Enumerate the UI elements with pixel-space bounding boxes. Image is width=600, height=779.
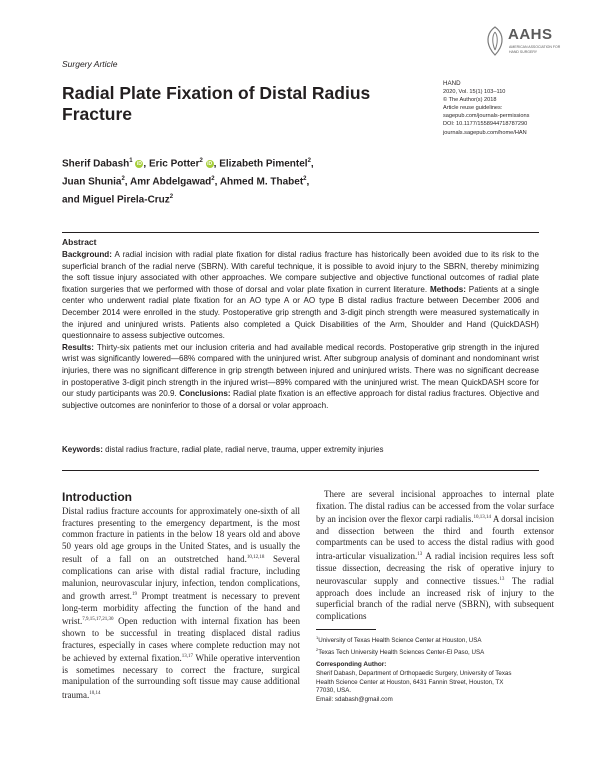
abstract-body (62, 249, 539, 411)
paragraph (316, 489, 554, 623)
abstract-methods: Patients at a single center who underwent radial plate fixation for an AO type A or AO type B distal radius fracture between December 2006 and December 2014 were enrolled in the study. Postoperative grip strength and 3-digit pinch strength were measured systematically in the injured and uninjured wrists. Patients also completed a Quick Disabilities of the Arm, Shoulder and Hand (QuickDASH) questionnaire to assess subjective outcomes. (62, 284, 540, 341)
abstract-background: A radial incision with radial plate fixation for distal radius fracture has historically been avoided due to its risk to the superficial branch of the radial nerve (SBRN). With careful technique, it is possible to avoid injury to the SBRN, thereby minimizing the soft tissue injury associated with other approaches. We compare subjective and objective functional outcomes of radial plate fixation surgeries that we performed with those of dorsal and volar plate fixation in current literature. (62, 250, 539, 294)
paragraph (62, 506, 300, 702)
journal-info (443, 80, 529, 137)
affiliation-number: 1 (316, 635, 319, 640)
logo-text: AAHS (508, 26, 553, 43)
author-affiliation: 2 (121, 175, 125, 182)
logo-subtitle: AMERICAN ASSOCIATION FOR HAND SURGERY (509, 45, 561, 54)
orcid-icon[interactable]: iD (136, 161, 142, 168)
citation[interactable]: 10,12,18 (246, 555, 265, 561)
affiliations (316, 634, 546, 657)
citation[interactable]: 13,17 (181, 654, 193, 660)
corresponding-line: Sherif Dabash, Department of Orthopaedic Surgery, University of Texas (316, 670, 512, 677)
author-name: and Miguel Pirela-Cruz (62, 193, 170, 205)
journal-line: DOI: 10.1177/1558944718787290 (443, 121, 528, 128)
affiliation-text: University of Texas Health Science Center at Houston, USA (318, 637, 482, 645)
abstract-results: Thirty-six patients met our inclusion criteria and had available medical records. Postoperative grip strength in the injured wrist was significantly lowered—68% compared with the uninjured wrist. After subgroup analysis of dominant and nondominant wrist injuries, there was no significant difference in grip strength between injured and uninjured wrists. There was no significant decrease in postoperative 3-digit pinch strength in the injured wrist—89% compared with the uninjured wrist. The mean QuickDASH score for our study participants was 20.9. (62, 342, 539, 399)
introduction-left-column (62, 506, 300, 702)
introduction-heading: Introduction (62, 490, 132, 504)
journal-line: HAND (443, 80, 461, 87)
journal-line[interactable]: journals.sagepub.com/home/HAN (443, 129, 527, 136)
author-name: Elizabeth Pimentel (219, 158, 308, 170)
author-affiliation: 2 (211, 175, 215, 182)
citation[interactable]: 10,14 (89, 690, 101, 696)
paragraph-text: Open reduction with internal fixation has been shown to be successful in treating displaced distal radius fractures, especially in cases where complete reduction may not be achieved by external fixation. (62, 616, 300, 664)
keywords (62, 445, 539, 454)
citation[interactable]: 13 (499, 577, 505, 583)
journal-line[interactable]: sagepub.com/journals-permissions (443, 113, 530, 120)
paragraph-text: There are several incisional approaches to internal plate fixation. The distal radius can be accessed from the volar surface by an incision over the flexor carpi radialis. (316, 489, 554, 525)
keywords-bottom-rule (62, 470, 539, 471)
abstract-top-rule (62, 232, 539, 233)
abstract-heading: Abstract (62, 237, 97, 247)
paragraph-text: While operative intervention is sometimes necessary to correct the fracture, surgical manipulation of the surrounding soft tissue may cause additional trauma. (62, 653, 300, 700)
abstract-conclusions: Radial plate fixation is an effective approach for distal radius fractures. Objective and subjective outcomes are noninferior to those of a dorsal or volar approach. (62, 389, 540, 410)
paragraph-text: Distal radius fracture accounts for approximately one-sixth of all fractures presenting to the emergency department, is the most common fracture in patients in the below 18 years old and above 50 years old age groups in the United States, and is usually the result of a fall on an outstretched hand. (62, 506, 300, 565)
affiliation-text: Texas Tech University Health Sciences Center-El Paso, USA (318, 648, 485, 656)
section-label: Surgery Article (62, 59, 118, 69)
author-affiliation: 1 (129, 158, 133, 164)
affiliation (316, 634, 546, 646)
aahs-logo-icon (484, 26, 506, 56)
author-affiliation: 2 (307, 158, 311, 164)
author-name: Amr Abdelgawad (129, 176, 212, 188)
footnote-rule (316, 629, 376, 630)
journal-line: Article reuse guidelines: (443, 105, 503, 112)
author-name: Juan Shunia (62, 176, 122, 188)
orcid-icon[interactable]: iD (207, 161, 213, 168)
citation[interactable]: 10,13,14 (473, 515, 492, 521)
journal-line: © The Author(s) 2018 (443, 97, 497, 104)
author-list: Sherif Dabash$^1$ iD , Eric Potter$^2$ iD , Elizabeth Pimentel$^2$, Juan Shunia$^2$, Amr Abdelgawad$^2$, Ahmed M. Thabet$^2$, and Miguel Pirela-Cruz$^2$ (62, 158, 314, 205)
abstract-methods-label: Methods: (429, 284, 466, 294)
author-name: Ahmed M. Thabet (219, 176, 304, 188)
paragraph-text: Several complications can arise with distal radial fracture, including malunion, neurovascular injury, infection, tendon complications, and growth arrest. (62, 554, 300, 602)
journal-line: 2020, Vol. 15(1) 103–110 (443, 89, 506, 96)
citation[interactable]: 7,9,15,17,21,30 (82, 617, 114, 623)
paragraph-text: A radial incision requires less soft tissue dissection, decreasing the risk of operative injury to neurovascular supply and connective tissues. (316, 550, 554, 587)
citation[interactable]: 13 (417, 551, 423, 557)
affiliation (316, 646, 546, 658)
citation[interactable]: 19 (131, 592, 137, 598)
author-affiliation: 2 (303, 175, 307, 182)
affiliation-number: 2 (316, 646, 319, 652)
corresponding-email[interactable]: Email: sdabash@gmail.com (316, 695, 393, 703)
keywords-label: Keywords: (62, 445, 103, 454)
abstract-background-label: Background: (62, 250, 112, 259)
article-title: Radial Plate Fixation of Distal Radius Fracture (62, 83, 371, 124)
paragraph-text: The radial approach does include an increased risk of injury to the superficial branch of the radial nerve (SBRN), with subsequent complications (316, 576, 554, 621)
aahs-logo (484, 24, 568, 64)
corresponding-author (316, 670, 551, 704)
abstract-results-label: Results: (62, 342, 94, 352)
abstract-conclusions-label: Conclusions: (179, 389, 231, 399)
author-affiliation: 2 (199, 158, 203, 164)
author-affiliation: 2 (169, 193, 174, 200)
introduction-right-column (316, 489, 554, 623)
corresponding-line: Health Science Center at Houston, 6431 Fannin Street, Houston, TX (316, 678, 504, 686)
author-name: Eric Potter (148, 158, 200, 170)
corresponding-author-heading: Corresponding Author: (316, 661, 387, 668)
paragraph-text: Prompt treatment is necessary to prevent long-term morbidity affecting the function of the hand and wrist. (62, 591, 300, 627)
paragraph-text: A dorsal incision and dissection between the third and fourth extensor compartments can be used to access the distal radius with good intra-articular visualization. (316, 514, 555, 561)
keywords-text: distal radius fracture, radial plate, radial nerve, trauma, upper extremity injuries (105, 445, 384, 454)
author-name: Sherif Dabash (62, 158, 130, 170)
corresponding-line: 77030, USA. (316, 687, 352, 694)
